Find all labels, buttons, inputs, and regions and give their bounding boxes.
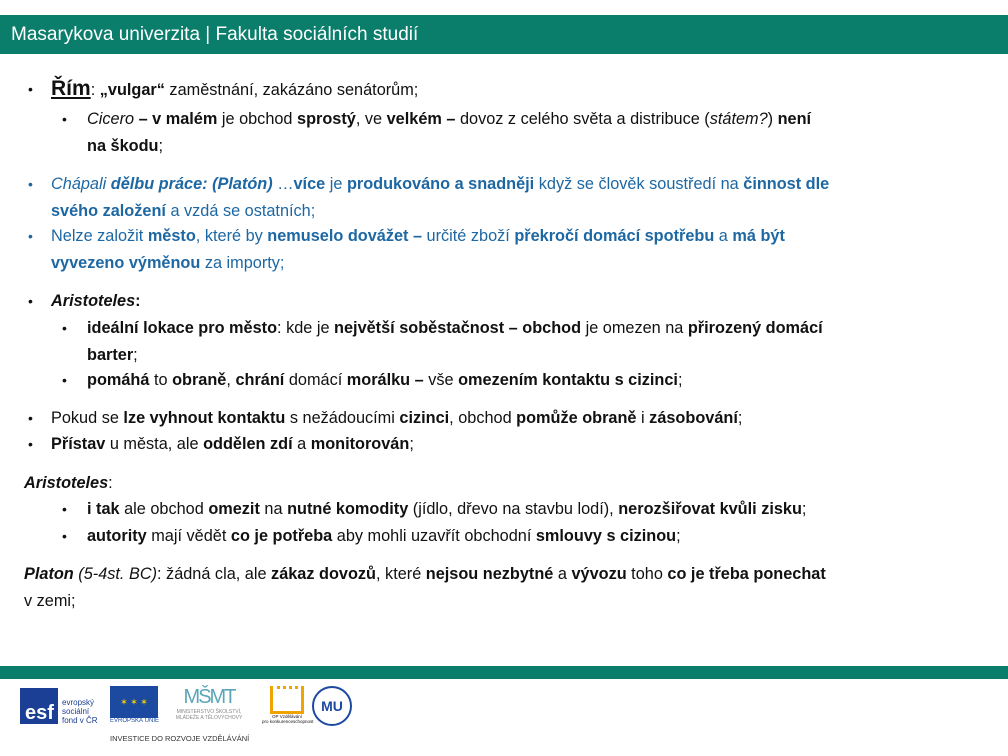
text-run: je obchod [217, 110, 298, 128]
bullet-paragraph [51, 288, 141, 315]
text-run: i tak [87, 500, 120, 518]
text-run: ; [676, 527, 681, 545]
text-run: zaměstnání, zakázáno senátorům; [164, 81, 419, 99]
text-run: a [553, 565, 572, 583]
text-run: přirozený domácí [687, 319, 823, 337]
text-run: omezit [208, 500, 260, 518]
text-run: , obchod [449, 409, 517, 427]
text-run: … [272, 175, 294, 193]
bullet-paragraph [51, 76, 418, 104]
bullet-paragraph [87, 106, 811, 159]
text-run: určité zboží [426, 227, 515, 245]
text-run: – v malém [134, 110, 218, 128]
header-title: Masarykova univerzita | Fakulta sociálních studií [11, 24, 419, 45]
text-run: vyvezeno výměnou [51, 253, 201, 272]
text-run: smlouvy s cizinou [535, 527, 677, 545]
text-run: na škodu [87, 136, 159, 155]
text-run: a vzdá se ostatních; [165, 201, 316, 220]
footer-tagline: INVESTICE DO ROZVOJE VZDĚLÁVÁNÍ [110, 734, 250, 743]
text-run: lze vyhnout kontaktu [123, 409, 286, 427]
text-run: ; [677, 371, 683, 389]
bullet-paragraph [51, 405, 742, 432]
text-run: oddělen zdí [203, 435, 293, 453]
text-run: : kde je [277, 319, 335, 337]
bullet-paragraph [87, 315, 823, 368]
text-run: : žádná cla, ale [157, 565, 272, 583]
op-text: pro konkurenceschopnost [262, 719, 314, 724]
text-run: : [135, 292, 141, 310]
text-run: ; [133, 345, 138, 364]
text-run: monitorován [310, 435, 410, 453]
text-run: u města, ale [105, 435, 204, 453]
text-run: : [108, 474, 113, 492]
text-run: ; [409, 435, 414, 453]
text-run: cizinci [399, 409, 450, 427]
bullet-paragraph [87, 496, 806, 523]
esf-text: sociální [62, 707, 90, 716]
text-run: nemuselo dovážet – [267, 227, 427, 245]
eu-logo [110, 686, 160, 724]
bullet-icon: • [62, 111, 67, 127]
text-run: největší soběstačnost – obchod [334, 319, 582, 337]
bullet-icon: • [28, 176, 33, 192]
text-run: Platon [24, 565, 74, 583]
text-run: chrání [235, 371, 285, 389]
text-run: Přístav [51, 435, 106, 453]
text-run: to [149, 371, 173, 389]
bullet-paragraph [24, 470, 113, 497]
text-run: Aristoteles [51, 292, 136, 310]
text-run: „vulgar“ [99, 81, 165, 99]
text-run: v zemi; [24, 591, 76, 610]
text-run: Řím [51, 77, 91, 100]
bullet-icon: • [62, 501, 67, 517]
bullet-icon: • [28, 81, 33, 97]
text-run: je omezen na [581, 319, 688, 337]
text-run: více [293, 175, 326, 193]
text-run: má být [732, 227, 785, 245]
text-run: domácí [284, 371, 347, 389]
header-bar [0, 15, 1008, 54]
text-run: ; [737, 409, 743, 427]
bullet-paragraph [51, 223, 785, 276]
text-run: sprostý [297, 110, 356, 128]
esf-logo: esf evropský sociální fond v ČR [20, 688, 110, 728]
text-run: barter [87, 345, 134, 364]
text-run: toho [626, 565, 668, 583]
text-run: aby mohli uzavřít obchodní [332, 527, 536, 545]
text-run: pomůže obraně [516, 409, 637, 427]
text-run: co je třeba ponechat [667, 565, 826, 583]
text-run: Pokud se [51, 409, 124, 427]
text-run: ) [767, 110, 778, 128]
text-run: činnost dle [743, 175, 830, 193]
bullet-icon: • [62, 320, 67, 336]
msmt-text: MINISTERSTVO ŠKOLSTVÍ, [176, 709, 242, 715]
text-run: a [714, 227, 733, 245]
text-run: dovoz z celého světa a distribuce ( [459, 110, 710, 128]
footer-band [0, 666, 1008, 679]
text-run: co je potřeba [230, 527, 333, 545]
text-run: i [636, 409, 650, 427]
op-mark [270, 686, 304, 714]
text-run: je [325, 175, 347, 193]
text-run: ; [158, 136, 164, 155]
text-run: , [226, 371, 236, 389]
text-run: za importy; [200, 253, 285, 272]
text-run: , které by [195, 227, 268, 245]
bullet-paragraph [24, 561, 826, 614]
text-run: , ve [355, 110, 387, 128]
esf-text: evropský [62, 698, 95, 707]
text-run: morálku – [346, 371, 429, 389]
bullet-paragraph [87, 523, 681, 550]
text-run: : [90, 81, 100, 99]
esf-text: fond v ČR [62, 716, 98, 725]
text-run: město [147, 227, 196, 245]
text-run: Chápali [51, 175, 111, 193]
text-run: překročí domácí spotřebu [514, 227, 715, 245]
text-run: autority [87, 527, 147, 545]
text-run: s nežádoucími [285, 409, 400, 427]
msmt-text: MLÁDEŽE A TĚLOVÝCHOVY [175, 715, 243, 721]
text-run: mají vědět [146, 527, 231, 545]
text-run: obraně [172, 371, 227, 389]
text-run: ; [801, 500, 807, 518]
bullet-paragraph [87, 367, 682, 394]
muni-seal-logo: MU [312, 686, 352, 726]
text-run: svého založení [51, 201, 166, 220]
text-run: zásobování [649, 409, 738, 427]
bullet-icon: • [28, 410, 33, 426]
text-run: dělbu práce: (Platón) [110, 175, 273, 193]
msmt-mark: MŠMT [183, 686, 235, 708]
bullet-icon: • [28, 293, 33, 309]
text-run: není [777, 110, 812, 128]
text-run: nerozšiřovat kvůli zisku [618, 500, 802, 518]
text-run: nutné komodity [287, 500, 409, 518]
text-run: když se člověk soustředí na [534, 175, 744, 193]
text-run: pomáhá [87, 371, 150, 389]
text-run: ale obchod [119, 500, 209, 518]
text-run: velkém – [386, 110, 460, 128]
bullet-icon: • [28, 436, 33, 452]
text-run: vše [428, 371, 459, 389]
eu-text: EVROPSKÁ UNIE [110, 718, 160, 724]
text-run: na [259, 500, 288, 518]
text-run: ideální lokace pro město [87, 319, 278, 337]
text-run: (jídlo, dřevo na stavbu lodí), [408, 500, 619, 518]
text-run: nejsou nezbytné [425, 565, 554, 583]
text-run: (5-4st. BC) [73, 565, 157, 583]
msmt-logo [164, 686, 254, 721]
bullet-icon: • [62, 528, 67, 544]
bullet-paragraph [51, 431, 414, 458]
bullet-icon: • [62, 372, 67, 388]
text-run: Nelze založit [51, 227, 148, 245]
text-run: zákaz dovozů [271, 565, 376, 583]
text-run: státem? [709, 110, 768, 128]
text-run: vývozu [571, 565, 627, 583]
text-run: omezením kontaktu s cizinci [458, 371, 678, 389]
bullet-paragraph [51, 171, 829, 224]
eu-flag-icon: ✶ ✶ ✶ [110, 686, 158, 718]
text-run: , které [376, 565, 426, 583]
text-run: Cicero [87, 110, 135, 128]
text-run: Aristoteles [24, 474, 109, 492]
op-text: OP Vzdělávání [272, 714, 302, 719]
bullet-icon: • [28, 228, 33, 244]
text-run: produkováno a snadněji [346, 175, 535, 193]
op-logo [262, 686, 312, 724]
text-run: a [292, 435, 311, 453]
